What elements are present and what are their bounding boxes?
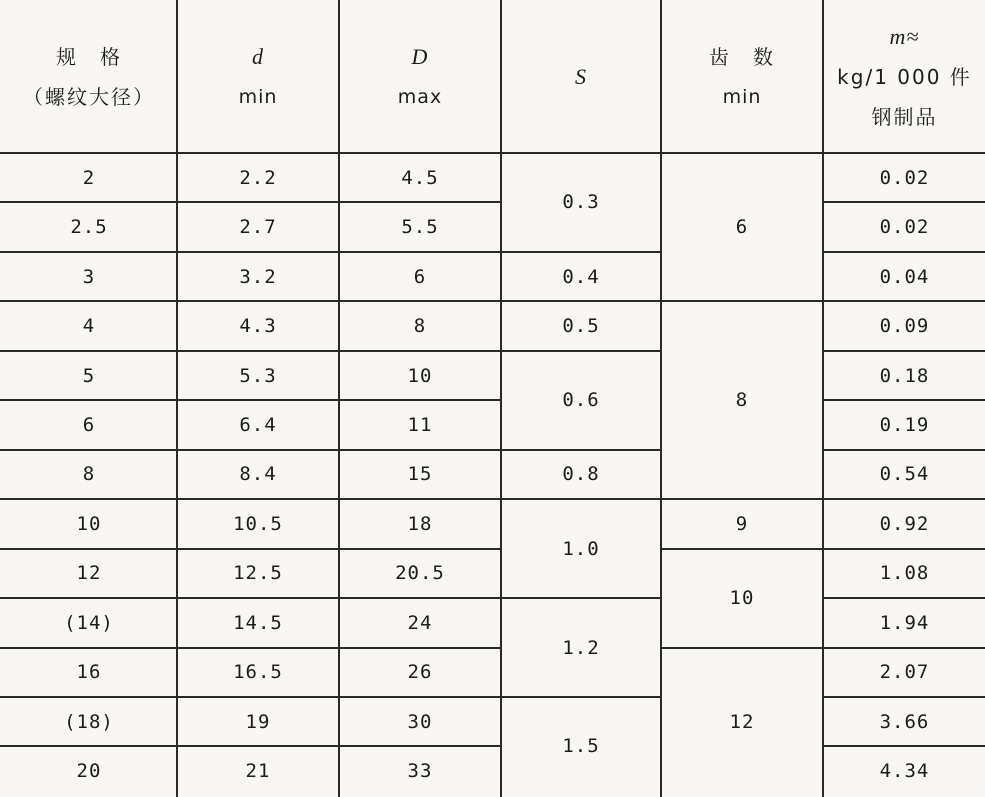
header-mass — [823, 1, 985, 153]
header-mass-symbol: m≈ — [889, 24, 920, 49]
teeth-cell: 10 — [661, 549, 823, 648]
mass-cell: 0.02 — [823, 202, 985, 251]
spec-cell: 4 — [1, 301, 177, 350]
header-teeth-label: 齿 数 — [709, 45, 775, 69]
spec-cell: 5 — [1, 351, 177, 400]
D-max-cell: 5.5 — [339, 202, 501, 251]
table-body — [1, 153, 985, 796]
spec-cell: 12 — [1, 549, 177, 598]
D-max-cell: 18 — [339, 499, 501, 548]
d-min-cell: 16.5 — [177, 648, 339, 697]
header-mass-note: 钢制品 — [871, 105, 938, 129]
table-row — [1, 400, 985, 449]
table-row — [1, 697, 985, 746]
mass-cell: 4.34 — [823, 746, 985, 795]
D-max-cell: 20.5 — [339, 549, 501, 598]
mass-cell: 1.94 — [823, 598, 985, 647]
header-S-symbol: S — [575, 64, 587, 89]
d-min-cell: 10.5 — [177, 499, 339, 548]
header-S — [501, 1, 661, 153]
d-min-cell: 3.2 — [177, 252, 339, 301]
spec-cell: 2.5 — [1, 202, 177, 251]
spec-cell: (18) — [1, 697, 177, 746]
s-cell: 1.5 — [501, 697, 661, 796]
s-cell: 0.4 — [501, 252, 661, 301]
s-cell: 1.0 — [501, 499, 661, 598]
table-row — [1, 549, 985, 598]
D-max-cell: 26 — [339, 648, 501, 697]
spec-cell: 6 — [1, 400, 177, 449]
table-row — [1, 202, 985, 251]
teeth-cell: 12 — [661, 648, 823, 796]
table-row — [1, 450, 985, 499]
table-row — [1, 153, 985, 202]
teeth-cell: 8 — [661, 301, 823, 499]
s-cell: 1.2 — [501, 598, 661, 697]
spec-cell: 20 — [1, 746, 177, 795]
spec-cell: 3 — [1, 252, 177, 301]
d-min-cell: 6.4 — [177, 400, 339, 449]
header-spec — [1, 1, 177, 153]
table-row — [1, 598, 985, 647]
d-min-cell: 21 — [177, 746, 339, 795]
mass-cell: 0.18 — [823, 351, 985, 400]
D-max-cell: 10 — [339, 351, 501, 400]
D-max-cell: 30 — [339, 697, 501, 746]
s-cell: 0.5 — [501, 301, 661, 350]
header-D-qualifier: max — [397, 86, 443, 108]
s-cell: 0.8 — [501, 450, 661, 499]
d-min-cell: 12.5 — [177, 549, 339, 598]
d-min-cell: 8.4 — [177, 450, 339, 499]
header-d — [177, 1, 339, 153]
d-min-cell: 2.2 — [177, 153, 339, 202]
d-min-cell: 14.5 — [177, 598, 339, 647]
teeth-cell: 6 — [661, 153, 823, 301]
s-cell: 0.3 — [501, 153, 661, 252]
mass-cell: 0.09 — [823, 301, 985, 350]
spec-cell: 8 — [1, 450, 177, 499]
mass-cell: 3.66 — [823, 697, 985, 746]
header-teeth-qualifier: min — [722, 86, 762, 108]
d-min-cell: 5.3 — [177, 351, 339, 400]
mass-cell: 1.08 — [823, 549, 985, 598]
mass-cell: 0.02 — [823, 153, 985, 202]
header-spec-label: 规 格 — [56, 45, 122, 69]
header-row — [1, 1, 985, 153]
D-max-cell: 11 — [339, 400, 501, 449]
header-d-qualifier: min — [238, 86, 278, 108]
table-row — [1, 351, 985, 400]
D-max-cell: 33 — [339, 746, 501, 795]
mass-cell: 2.07 — [823, 648, 985, 697]
D-max-cell: 24 — [339, 598, 501, 647]
D-max-cell: 6 — [339, 252, 501, 301]
mass-cell: 0.04 — [823, 252, 985, 301]
D-max-cell: 8 — [339, 301, 501, 350]
header-mass-unit: kg/1 000 件 — [837, 65, 972, 89]
header-D — [339, 1, 501, 153]
spec-cell: 16 — [1, 648, 177, 697]
D-max-cell: 15 — [339, 450, 501, 499]
spec-cell: 10 — [1, 499, 177, 548]
header-d-symbol: d — [252, 44, 264, 69]
table-row — [1, 648, 985, 697]
s-cell: 0.6 — [501, 351, 661, 450]
spec-cell: (14) — [1, 598, 177, 647]
table-row — [1, 746, 985, 795]
table-row — [1, 252, 985, 301]
table-row — [1, 499, 985, 548]
table-row — [1, 301, 985, 350]
header-teeth — [661, 1, 823, 153]
d-min-cell: 4.3 — [177, 301, 339, 350]
D-max-cell: 4.5 — [339, 153, 501, 202]
header-D-symbol: D — [411, 44, 429, 69]
mass-cell: 0.92 — [823, 499, 985, 548]
spec-cell: 2 — [1, 153, 177, 202]
mass-cell: 0.54 — [823, 450, 985, 499]
mass-cell: 0.19 — [823, 400, 985, 449]
header-spec-sub: （螺纹大径） — [23, 85, 155, 109]
teeth-cell: 9 — [661, 499, 823, 548]
d-min-cell: 19 — [177, 697, 339, 746]
d-min-cell: 2.7 — [177, 202, 339, 251]
